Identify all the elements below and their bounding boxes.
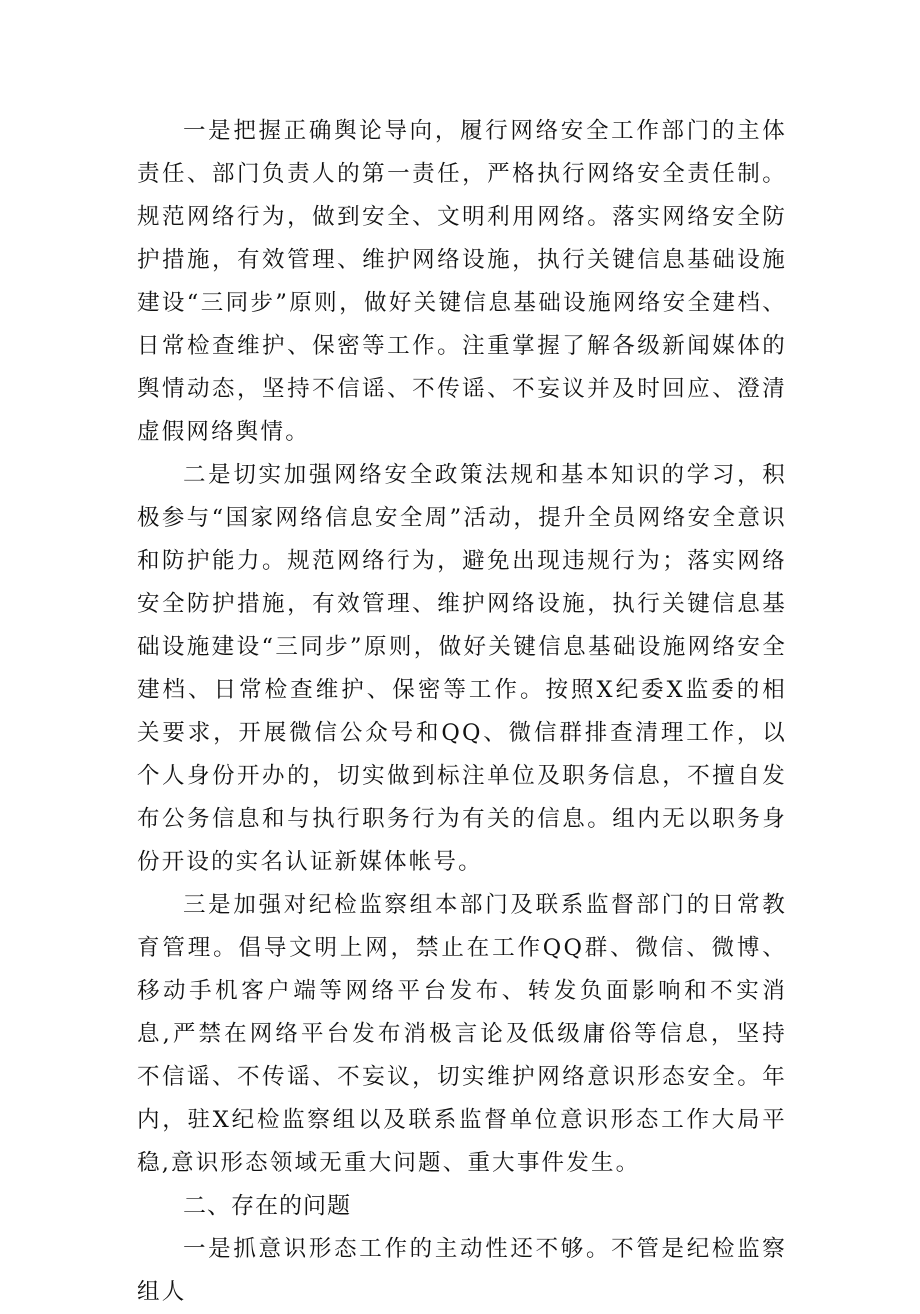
paragraph-4: 一是抓意识形态工作的主动性还不够。不管是纪检监察组人 bbox=[137, 1236, 787, 1305]
document-body bbox=[137, 110, 787, 1314]
paragraph-1: 一是把握正确舆论导向，履行网络安全工作部门的主体责任、部门负责人的第一责任，严格执行网络安全责任制。规范网络行为，做到安全、文明利用网络。落实网络安全防护措施，有效管理、维护网络设施，执行关键信息基础设施建设“三同步”原则，做好关键信息基础设施网络安全建档、日常检查维护、保密等工作。注重掌握了解各级新闻媒体的舆情动态，坚持不信谣、不传谣、不妄议并及时回应、澄清虚假网络舆情。 bbox=[137, 118, 787, 445]
section-heading: 二、存在的问题 bbox=[183, 1193, 351, 1219]
paragraph-3: 三是加强对纪检监察组本部门及联系监督部门的日常教育管理。倡导文明上网，禁止在工作QQ群、微信、微博、移动手机客户端等网络平台发布、转发负面影响和不实消息,严禁在网络平台发布消极言论及低级庸俗等信息，坚持不信谣、不传谣、不妄议，切实维护网络意识形态安全。年内，驻X纪检监察组以及联系监督单位意识形态工作大局平稳,意识形态领域无重大问题、重大事件发生。 bbox=[137, 892, 787, 1176]
paragraph-2: 二是切实加强网络安全政策法规和基本知识的学习，积极参与“国家网络信息安全周”活动，提升全员网络安全意识和防护能力。规范网络行为，避免出现违规行为；落实网络安全防护措施，有效管理、维护网络设施，执行关键信息基础设施建设“三同步”原则，做好关键信息基础设施网络安全建档、日常检查维护、保密等工作。按照X纪委X监委的相关要求，开展微信公众号和QQ、微信群排查清理工作，以个人身份开办的，切实做到标注单位及职务信息，不擅自发布公务信息和与执行职务行为有关的信息。组内无以职务身份开设的实名认证新媒体帐号。 bbox=[137, 462, 787, 875]
